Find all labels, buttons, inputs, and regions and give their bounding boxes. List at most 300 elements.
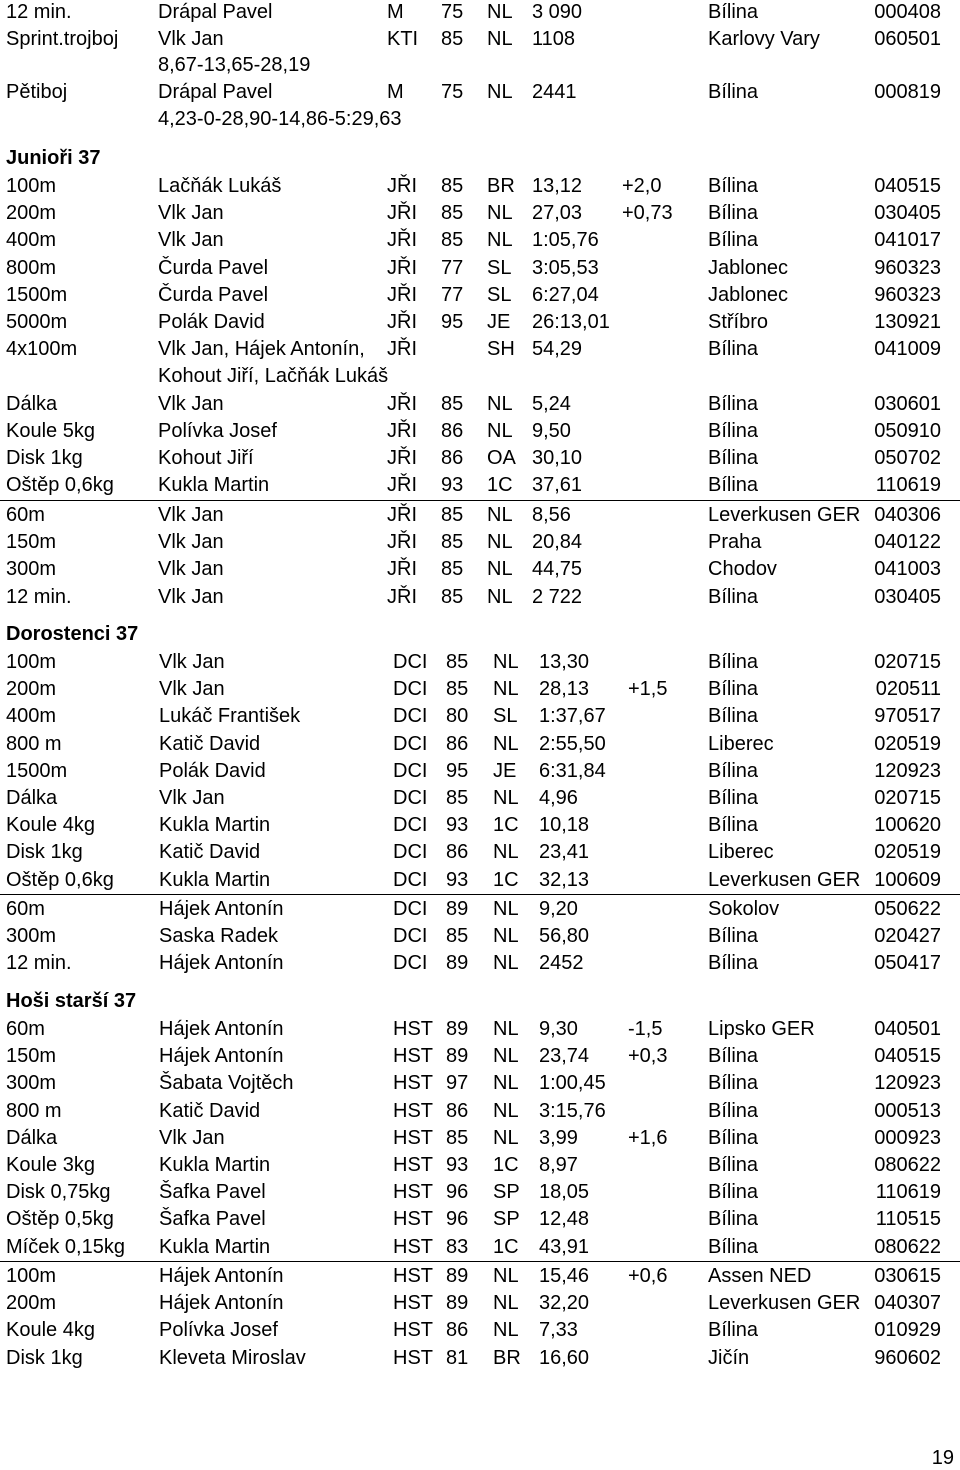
birth-year-cell: 89 xyxy=(446,1265,469,1287)
result-cell: 13,12 xyxy=(532,175,583,197)
table-row xyxy=(0,336,960,363)
club-cell: NL xyxy=(487,531,513,554)
date-cell: 000513 xyxy=(874,1099,941,1122)
result-cell: 10,18 xyxy=(539,814,590,837)
category-cell: HST xyxy=(393,1292,433,1315)
venue-cell: Bílina xyxy=(708,1,759,23)
category-cell: JŘI xyxy=(387,419,417,442)
venue-cell: Liberec xyxy=(708,841,774,864)
venue-cell: Lipsko GER xyxy=(708,1018,815,1040)
discipline-cell: 100m xyxy=(6,175,57,197)
result-cell: 32,20 xyxy=(539,1292,590,1315)
date-cell: 080622 xyxy=(874,1154,941,1176)
club-cell: NL xyxy=(487,229,513,252)
birth-year-cell: 85 xyxy=(441,585,464,608)
venue-cell: Bílina xyxy=(708,1045,759,1068)
table-row xyxy=(0,839,960,866)
discipline-cell: 300m xyxy=(6,1072,57,1095)
date-cell: 040515 xyxy=(874,1045,941,1068)
birth-year-cell: 89 xyxy=(446,1045,469,1068)
result-cell: 43,91 xyxy=(539,1235,590,1258)
athlete-cell: Kohout Jiří xyxy=(158,447,254,469)
discipline-cell: 5000m xyxy=(6,311,68,333)
venue-cell: Jablonec xyxy=(708,256,789,279)
discipline-cell: 12 min. xyxy=(6,1,72,23)
discipline-cell: 200m xyxy=(6,202,57,225)
athlete-cell: Hájek Antonín xyxy=(159,1265,284,1287)
birth-year-cell: 85 xyxy=(441,229,464,252)
result-cell: 23,74 xyxy=(539,1045,590,1068)
category-cell: HST xyxy=(393,1208,433,1231)
club-cell: NL xyxy=(493,1045,519,1068)
athlete-cell: Hájek Antonín xyxy=(159,952,284,975)
category-cell: HST xyxy=(393,1018,433,1040)
table-row xyxy=(0,1070,960,1097)
table-row xyxy=(0,584,960,611)
table-row xyxy=(0,106,960,133)
athlete-cell: Katič David xyxy=(159,1099,261,1122)
result-cell: 1:37,67 xyxy=(539,705,606,728)
birth-year-cell: 93 xyxy=(446,814,469,837)
category-cell: DCI xyxy=(393,898,428,920)
result-cell: 5,24 xyxy=(532,392,571,415)
club-cell: 1C xyxy=(493,1154,519,1176)
venue-cell: Bílina xyxy=(708,925,759,948)
club-cell: NL xyxy=(493,925,519,948)
athlete-cell: Katič David xyxy=(159,732,261,755)
birth-year-cell: 95 xyxy=(441,311,464,333)
athlete-cell: 4,23-0-28,90-14,86-5:29,63 xyxy=(158,108,402,130)
club-cell: NL xyxy=(487,504,513,526)
table-row xyxy=(0,896,960,923)
table-row xyxy=(0,282,960,309)
venue-cell: Leverkusen GER xyxy=(708,1292,861,1315)
birth-year-cell: 85 xyxy=(441,392,464,415)
venue-cell: Assen NED xyxy=(708,1265,812,1287)
athlete-cell: Lukáč František xyxy=(159,705,301,728)
wind-cell: -1,5 xyxy=(628,1018,663,1040)
club-cell: NL xyxy=(493,952,519,975)
date-cell: 120923 xyxy=(874,1072,941,1095)
birth-year-cell: 96 xyxy=(446,1181,469,1204)
birth-year-cell: 89 xyxy=(446,898,469,920)
athlete-cell: Šafka Pavel xyxy=(159,1208,266,1231)
discipline-cell: Koule 4kg xyxy=(6,1319,95,1342)
result-cell: 15,46 xyxy=(539,1265,590,1287)
venue-cell: Bílina xyxy=(708,1154,759,1176)
athlete-cell: Vlk Jan xyxy=(158,531,224,554)
discipline-cell: 800 m xyxy=(6,1099,62,1122)
birth-year-cell: 96 xyxy=(446,1208,469,1231)
venue-cell: Bílina xyxy=(708,202,759,225)
category-cell: JŘI xyxy=(387,558,417,581)
birth-year-cell: 85 xyxy=(441,558,464,581)
date-cell: 010929 xyxy=(874,1319,941,1342)
athlete-cell: Vlk Jan xyxy=(158,504,224,526)
result-cell: 56,80 xyxy=(539,925,590,948)
table-row xyxy=(0,1179,960,1206)
result-cell: 2441 xyxy=(532,81,577,103)
birth-year-cell: 85 xyxy=(446,925,469,948)
table-row xyxy=(0,363,960,390)
birth-year-cell: 93 xyxy=(441,474,464,497)
date-cell: 041017 xyxy=(874,229,941,252)
table-row xyxy=(0,1016,960,1043)
date-cell: 020519 xyxy=(874,841,941,864)
result-cell: 28,13 xyxy=(539,678,590,701)
date-cell: 000408 xyxy=(874,1,941,23)
result-cell: 9,50 xyxy=(532,419,571,442)
table-row xyxy=(0,0,960,26)
venue-cell: Chodov xyxy=(708,558,777,581)
category-cell: JŘI xyxy=(387,311,417,333)
athlete-cell: Kukla Martin xyxy=(159,1154,271,1176)
table-row xyxy=(0,1317,960,1344)
club-cell: NL xyxy=(487,81,513,103)
discipline-cell: 150m xyxy=(6,531,57,554)
date-cell: 040515 xyxy=(874,175,941,197)
venue-cell: Bílina xyxy=(708,338,759,361)
wind-cell: +0,3 xyxy=(628,1045,668,1068)
discipline-cell: 300m xyxy=(6,925,57,948)
result-cell: 20,84 xyxy=(532,531,583,554)
date-cell: 100620 xyxy=(874,814,941,837)
discipline-cell: Dálka xyxy=(6,787,58,809)
category-cell: HST xyxy=(393,1154,433,1176)
result-cell: 8,56 xyxy=(532,504,571,526)
athlete-cell: Vlk Jan xyxy=(159,678,225,701)
athlete-cell: Kukla Martin xyxy=(158,474,270,497)
venue-cell: Bílina xyxy=(708,705,759,728)
date-cell: 100609 xyxy=(874,868,941,891)
date-cell: 020519 xyxy=(874,732,941,755)
athlete-cell: Hájek Antonín xyxy=(159,1292,284,1315)
discipline-cell: Koule 3kg xyxy=(6,1154,95,1176)
discipline-cell: Oštěp 0,5kg xyxy=(6,1208,114,1231)
date-cell: 050910 xyxy=(874,419,941,442)
discipline-cell: 60m xyxy=(6,1018,45,1040)
venue-cell: Bílina xyxy=(708,814,759,837)
birth-year-cell: 89 xyxy=(446,1018,469,1040)
date-cell: 050702 xyxy=(874,447,941,469)
category-cell: JŘI xyxy=(387,447,417,469)
date-cell: 020427 xyxy=(874,925,941,948)
venue-cell: Bílina xyxy=(708,585,759,608)
category-cell: M xyxy=(387,81,404,103)
table-row xyxy=(0,79,960,106)
date-cell: 040307 xyxy=(874,1292,941,1315)
date-cell: 030405 xyxy=(874,202,941,225)
date-cell: 030601 xyxy=(874,392,941,415)
table-row xyxy=(0,1263,960,1290)
result-cell: 3:15,76 xyxy=(539,1099,606,1122)
category-cell: JŘI xyxy=(387,474,417,497)
athlete-cell: Vlk Jan xyxy=(159,1126,225,1149)
table-row xyxy=(0,950,960,977)
result-cell: 1:00,45 xyxy=(539,1072,606,1095)
category-cell: HST xyxy=(393,1319,433,1342)
club-cell: NL xyxy=(493,1319,519,1342)
birth-year-cell: 89 xyxy=(446,1292,469,1315)
date-cell: 020715 xyxy=(874,787,941,809)
result-cell: 13,30 xyxy=(539,651,590,673)
category-cell: JŘI xyxy=(387,585,417,608)
result-cell: 18,05 xyxy=(539,1181,590,1204)
result-cell: 1:05,76 xyxy=(532,229,599,252)
result-cell: 6:31,84 xyxy=(539,759,606,782)
table-row xyxy=(0,758,960,785)
club-cell: 1C xyxy=(493,814,519,837)
discipline-cell: 60m xyxy=(6,504,45,526)
venue-cell: Karlovy Vary xyxy=(708,28,820,50)
result-cell: 32,13 xyxy=(539,868,590,891)
date-cell: 960602 xyxy=(874,1346,941,1369)
birth-year-cell: 93 xyxy=(446,1154,469,1176)
club-cell: SP xyxy=(493,1181,520,1204)
date-cell: 041003 xyxy=(874,558,941,581)
athlete-cell: Kohout Jiří, Lačňák Lukáš xyxy=(158,365,389,388)
table-row xyxy=(0,255,960,282)
birth-year-cell: 85 xyxy=(441,531,464,554)
venue-cell: Bílina xyxy=(708,1235,759,1258)
athlete-cell: Vlk Jan xyxy=(159,787,225,809)
venue-cell: Bílina xyxy=(708,787,759,809)
club-cell: JE xyxy=(487,311,511,333)
wind-cell: +2,0 xyxy=(622,175,662,197)
athlete-cell: Šabata Vojtěch xyxy=(159,1072,294,1095)
venue-cell: Leverkusen GER xyxy=(708,868,861,891)
athlete-cell: Lačňák Lukáš xyxy=(158,175,282,197)
result-cell: 8,97 xyxy=(539,1154,578,1176)
club-cell: 1C xyxy=(487,474,513,497)
category-cell: HST xyxy=(393,1346,433,1369)
birth-year-cell: 85 xyxy=(446,678,469,701)
venue-cell: Leverkusen GER xyxy=(708,504,861,526)
date-cell: 080622 xyxy=(874,1235,941,1258)
athlete-cell: Polák David xyxy=(158,311,265,333)
category-cell: JŘI xyxy=(387,531,417,554)
discipline-cell: Disk 1kg xyxy=(6,841,83,864)
club-cell: NL xyxy=(487,392,513,415)
result-cell: 2 722 xyxy=(532,585,583,608)
date-cell: 020511 xyxy=(875,678,941,701)
club-cell: NL xyxy=(493,651,519,673)
category-cell: DCI xyxy=(393,952,428,975)
athlete-cell: Vlk Jan xyxy=(158,28,224,50)
club-cell: NL xyxy=(493,732,519,755)
date-cell: 960323 xyxy=(874,256,941,279)
athlete-cell: Šafka Pavel xyxy=(159,1181,266,1204)
athlete-cell: Vlk Jan xyxy=(158,202,224,225)
table-row xyxy=(0,731,960,758)
result-cell: 4,96 xyxy=(539,787,578,809)
venue-cell: Bílina xyxy=(708,1208,759,1231)
venue-cell: Bílina xyxy=(708,1126,759,1149)
discipline-cell: 150m xyxy=(6,1045,57,1068)
category-cell: HST xyxy=(393,1072,433,1095)
category-cell: DCI xyxy=(393,787,428,809)
club-cell: NL xyxy=(493,787,519,809)
date-cell: 050622 xyxy=(874,898,941,920)
birth-year-cell: 85 xyxy=(446,1126,469,1149)
discipline-cell: 100m xyxy=(6,1265,57,1287)
club-cell: NL xyxy=(493,898,519,920)
athlete-cell: Kukla Martin xyxy=(159,1235,271,1258)
table-row xyxy=(0,26,960,53)
discipline-cell: 400m xyxy=(6,705,57,728)
club-cell: NL xyxy=(493,1018,519,1040)
category-cell: DCI xyxy=(393,678,428,701)
athlete-cell: Katič David xyxy=(159,841,261,864)
athlete-cell: Vlk Jan xyxy=(158,392,224,415)
result-cell: 30,10 xyxy=(532,447,583,469)
discipline-cell: Dálka xyxy=(6,1126,58,1149)
discipline-cell: Oštěp 0,6kg xyxy=(6,868,114,891)
athlete-cell: Hájek Antonín xyxy=(159,1018,284,1040)
date-cell: 050417 xyxy=(874,952,941,975)
venue-cell: Jičín xyxy=(708,1346,750,1369)
discipline-cell: 1500m xyxy=(6,283,68,306)
club-cell: NL xyxy=(493,1292,519,1315)
table-row xyxy=(0,309,960,336)
discipline-cell: Míček 0,15kg xyxy=(6,1235,125,1258)
birth-year-cell: 86 xyxy=(441,419,464,442)
venue-cell: Bílina xyxy=(708,678,759,701)
athlete-cell: 8,67-13,65-28,19 xyxy=(158,54,311,76)
table-row xyxy=(0,52,960,79)
table-row xyxy=(0,1290,960,1317)
birth-year-cell: 85 xyxy=(446,651,469,673)
table-row xyxy=(0,1234,960,1261)
category-cell: DCI xyxy=(393,814,428,837)
date-cell: 130921 xyxy=(874,311,941,333)
wind-cell: +1,5 xyxy=(628,678,668,701)
discipline-cell: 300m xyxy=(6,558,57,581)
category-cell: DCI xyxy=(393,651,428,673)
club-cell: JE xyxy=(493,759,517,782)
athlete-cell: Polívka Josef xyxy=(158,419,277,442)
table-row xyxy=(0,1345,960,1372)
birth-year-cell: 75 xyxy=(441,1,464,23)
club-cell: NL xyxy=(487,585,513,608)
venue-cell: Bílina xyxy=(708,474,759,497)
date-cell: 060501 xyxy=(874,28,941,50)
athlete-cell: Vlk Jan xyxy=(159,651,225,673)
date-cell: 110515 xyxy=(875,1208,941,1231)
table-row xyxy=(0,227,960,254)
club-cell: SL xyxy=(487,283,512,306)
athlete-cell: Čurda Pavel xyxy=(158,283,269,306)
venue-cell: Bílina xyxy=(708,229,759,252)
birth-year-cell: 86 xyxy=(446,1099,469,1122)
birth-year-cell: 77 xyxy=(441,283,464,306)
discipline-cell: Disk 1kg xyxy=(6,1346,83,1369)
athlete-cell: Kleveta Miroslav xyxy=(159,1346,306,1369)
table-row xyxy=(0,812,960,839)
table-row xyxy=(0,391,960,418)
discipline-cell: 12 min. xyxy=(6,952,72,975)
venue-cell: Bílina xyxy=(708,419,759,442)
section-title: Dorostenci 37 xyxy=(6,623,139,645)
venue-cell: Bílina xyxy=(708,651,759,673)
category-cell: DCI xyxy=(393,732,428,755)
birth-year-cell: 86 xyxy=(446,1319,469,1342)
table-row xyxy=(0,445,960,472)
wind-cell: +1,6 xyxy=(628,1126,668,1149)
birth-year-cell: 85 xyxy=(441,175,464,197)
table-row xyxy=(0,529,960,556)
page-number: 19 xyxy=(931,1447,954,1469)
birth-year-cell: 85 xyxy=(441,28,464,50)
athlete-cell: Saska Radek xyxy=(159,925,278,948)
club-cell: BR xyxy=(487,175,515,197)
birth-year-cell: 85 xyxy=(446,787,469,809)
category-cell: DCI xyxy=(393,705,428,728)
venue-cell: Bílina xyxy=(708,1319,759,1342)
club-cell: NL xyxy=(493,1072,519,1095)
category-cell: JŘI xyxy=(387,175,417,197)
club-cell: OA xyxy=(487,447,516,469)
discipline-cell: 4x100m xyxy=(6,338,78,361)
birth-year-cell: 85 xyxy=(441,504,464,526)
table-row xyxy=(0,502,960,529)
category-cell: JŘI xyxy=(387,283,417,306)
result-cell: 37,61 xyxy=(532,474,583,497)
club-cell: NL xyxy=(487,558,513,581)
birth-year-cell: 86 xyxy=(441,447,464,469)
table-row xyxy=(0,923,960,950)
date-cell: 041009 xyxy=(874,338,941,361)
athlete-cell: Čurda Pavel xyxy=(158,256,269,279)
table-row xyxy=(0,703,960,730)
birth-year-cell: 80 xyxy=(446,705,469,728)
date-cell: 020715 xyxy=(874,651,941,673)
discipline-cell: Oštěp 0,6kg xyxy=(6,474,114,497)
athlete-cell: Hájek Antonín xyxy=(159,1045,284,1068)
discipline-cell: Disk 0,75kg xyxy=(6,1181,111,1204)
birth-year-cell: 95 xyxy=(446,759,469,782)
table-row xyxy=(0,867,960,894)
result-cell: 6:27,04 xyxy=(532,283,599,306)
table-row xyxy=(0,676,960,703)
category-cell: JŘI xyxy=(387,338,417,361)
discipline-cell: 800 m xyxy=(6,732,62,755)
birth-year-cell: 77 xyxy=(441,256,464,279)
club-cell: NL xyxy=(493,1099,519,1122)
date-cell: 120923 xyxy=(874,759,941,782)
category-cell: JŘI xyxy=(387,392,417,415)
birth-year-cell: 93 xyxy=(446,868,469,891)
category-cell: HST xyxy=(393,1235,433,1258)
athlete-cell: Hájek Antonín xyxy=(159,898,284,920)
venue-cell: Bílina xyxy=(708,392,759,415)
table-row xyxy=(0,472,960,499)
club-cell: SP xyxy=(493,1208,520,1231)
venue-cell: Bílina xyxy=(708,952,759,975)
category-cell: HST xyxy=(393,1126,433,1149)
club-cell: NL xyxy=(487,28,513,50)
date-cell: 110619 xyxy=(875,474,941,497)
club-cell: NL xyxy=(487,202,513,225)
venue-cell: Bílina xyxy=(708,447,759,469)
section-title: Hoši starší 37 xyxy=(6,990,137,1012)
discipline-cell: 800m xyxy=(6,256,57,279)
discipline-cell: 200m xyxy=(6,678,57,701)
result-cell: 26:13,01 xyxy=(532,311,610,333)
discipline-cell: Sprint.trojboj xyxy=(6,28,119,50)
table-row xyxy=(0,1152,960,1179)
date-cell: 110619 xyxy=(875,1181,941,1204)
